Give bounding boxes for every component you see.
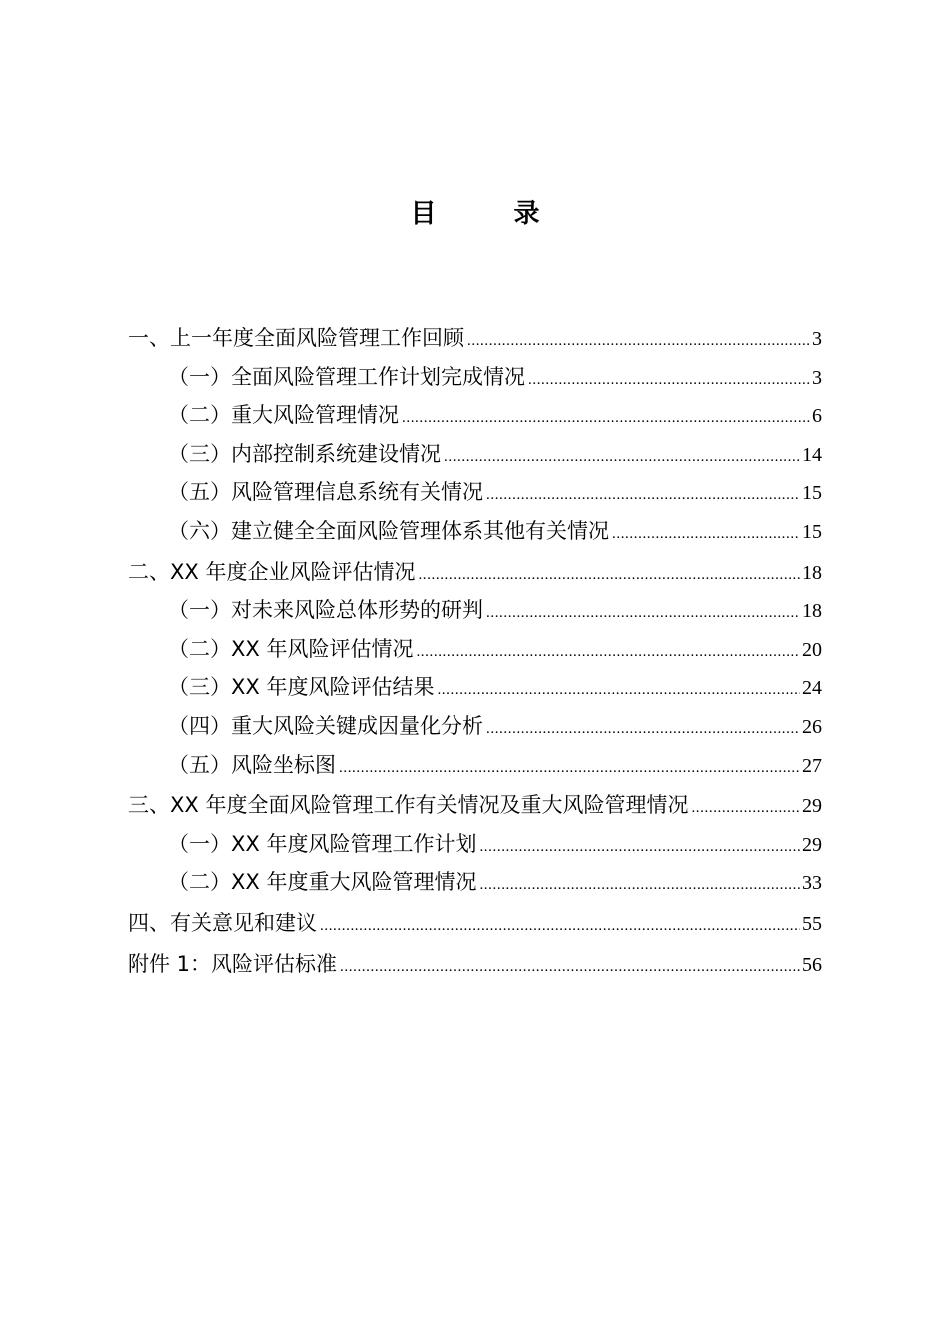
dot-leader (402, 399, 810, 438)
dot-leader (467, 322, 810, 361)
toc-page-number: 29 (802, 795, 822, 818)
toc-entry-9[interactable] (128, 630, 822, 669)
dot-leader (320, 907, 800, 946)
toc-entry-10[interactable] (128, 668, 822, 707)
toc-page-number: 56 (802, 953, 822, 976)
dot-leader (437, 671, 800, 710)
toc-page-number: 15 (802, 482, 822, 505)
toc-page-number: 27 (802, 754, 822, 777)
toc-entry-text: （二）重大风险管理情况 (168, 403, 399, 428)
dot-leader (486, 710, 800, 749)
toc-entry-text: 三、XX 年度全面风险管理工作有关情况及重大风险管理情况 (128, 793, 689, 818)
toc-page-number: 20 (802, 638, 822, 661)
toc-entry-text: 一、上一年度全面风险管理工作回顾 (128, 326, 464, 350)
toc-entry-text: （五）风险管理信息系统有关情况 (168, 480, 483, 505)
toc-entry-text: （二）XX 年风险评估情况 (168, 636, 414, 661)
dot-leader (479, 866, 800, 905)
toc-entry-text: （一）XX 年度风险管理工作计划 (168, 831, 477, 856)
toc-page-number: 3 (812, 328, 822, 350)
toc-entry-text: （一）对未来风险总体形势的研判 (168, 598, 483, 623)
toc-entry-text: （一）全面风险管理工作计划完成情况 (168, 364, 525, 389)
toc-page-number: 55 (802, 912, 822, 935)
toc-entry-7[interactable] (128, 553, 822, 592)
toc-entry-text: （五）风险坐标图 (168, 752, 336, 777)
toc-entry-1[interactable] (128, 319, 822, 358)
dot-leader (418, 556, 800, 595)
toc-entry-8[interactable] (128, 591, 822, 630)
toc-entry-text: 附件 1：风险评估标准 (128, 951, 338, 976)
toc-entry-text: （四）重大风险关键成因量化分析 (168, 713, 483, 738)
toc-entry-2[interactable] (128, 358, 822, 397)
toc-page-number: 6 (812, 405, 822, 428)
toc-entry-text: （二）XX 年度重大风险管理情况 (168, 870, 477, 895)
toc-entry-6[interactable] (128, 512, 822, 551)
toc-entry-17[interactable] (128, 945, 822, 984)
toc-page-number: 3 (812, 366, 822, 389)
toc-entry-text: （三）XX 年度风险评估结果 (168, 675, 435, 700)
table-of-contents (128, 319, 822, 983)
dot-leader (486, 594, 800, 633)
toc-entry-text: （六）建立健全全面风险管理体系其他有关情况 (168, 518, 609, 543)
dot-leader (612, 515, 800, 554)
dot-leader (691, 789, 800, 828)
toc-page-number: 15 (802, 520, 822, 543)
toc-entry-11[interactable] (128, 707, 822, 746)
toc-entry-3[interactable] (128, 396, 822, 435)
toc-page-number: 26 (802, 715, 822, 738)
toc-page-number: 33 (802, 872, 822, 895)
toc-entry-5[interactable] (128, 473, 822, 512)
page-title: 目 录 (410, 199, 574, 229)
dot-leader (339, 749, 800, 788)
dot-leader (416, 633, 800, 672)
toc-entry-13[interactable] (128, 786, 822, 825)
toc-page-number: 29 (802, 833, 822, 856)
toc-page-number: 18 (802, 561, 822, 584)
toc-entry-4[interactable] (128, 435, 822, 474)
toc-entry-12[interactable] (128, 746, 822, 785)
toc-page-number: 18 (802, 600, 822, 623)
dot-leader (486, 476, 800, 515)
dot-leader (340, 948, 800, 987)
toc-entry-14[interactable] (128, 825, 822, 864)
dot-leader (528, 361, 810, 400)
toc-page-number: 24 (802, 677, 822, 700)
toc-entry-text: （三）内部控制系统建设情况 (168, 441, 441, 466)
toc-entry-16[interactable] (128, 904, 822, 943)
dot-leader (479, 828, 800, 867)
toc-entry-15[interactable] (128, 863, 822, 902)
toc-page-number: 14 (802, 443, 822, 466)
dot-leader (444, 438, 800, 477)
toc-entry-text: 四、有关意见和建议 (128, 910, 317, 935)
toc-entry-text: 二、XX 年度企业风险评估情况 (128, 559, 416, 584)
